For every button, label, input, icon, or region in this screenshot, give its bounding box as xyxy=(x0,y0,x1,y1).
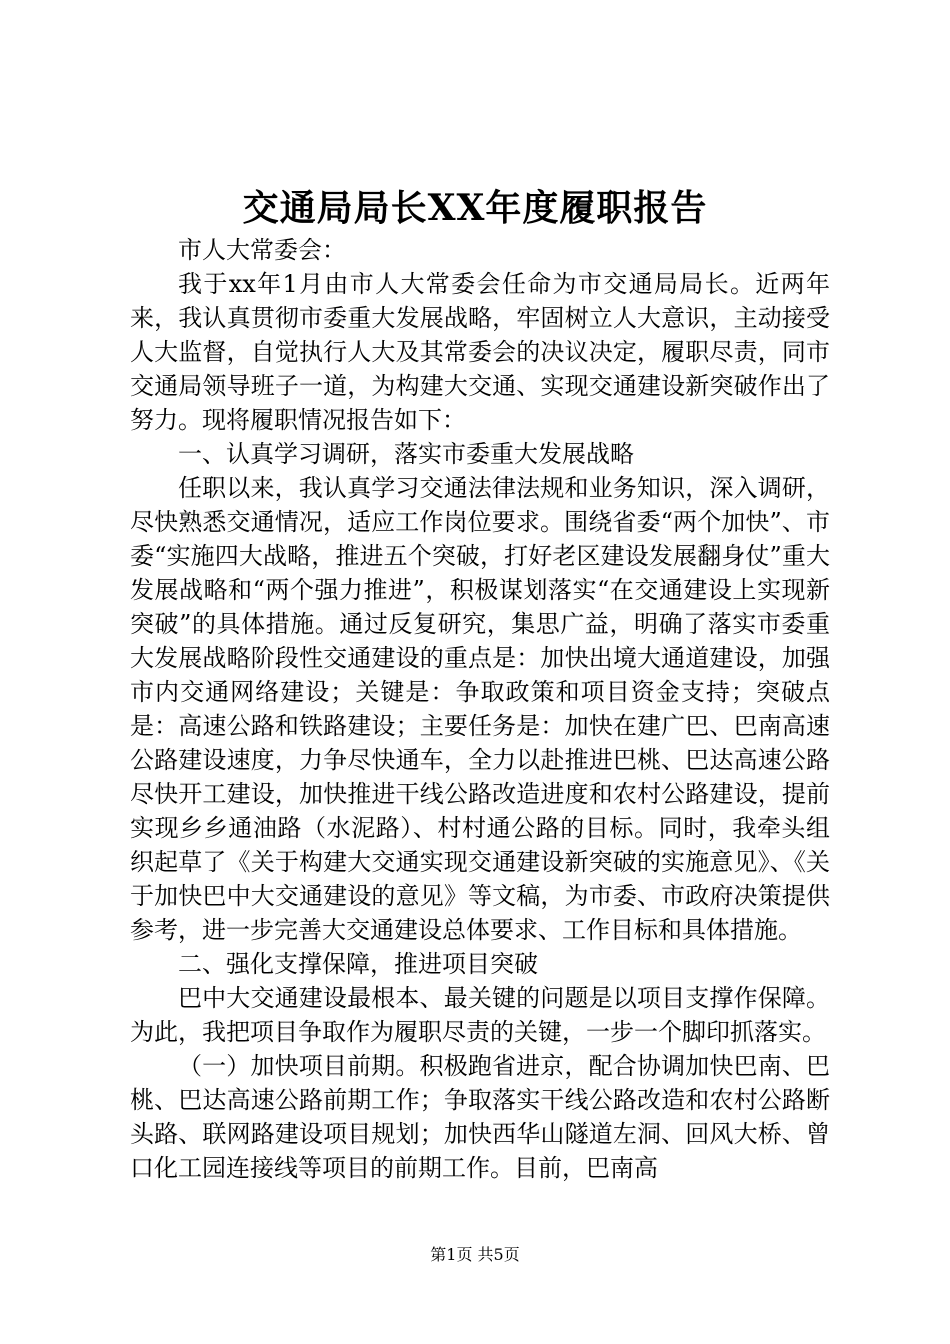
body-paragraph: 任职以来，我认真学习交通法律法规和业务知识，深入调研，尽快熟悉交通情况，适应工作岗位要求。围绕省委“两个加快”、市委“实施四大战略，推进五个突破，打好老区建设发展翻身仗”重大发展战略和“两个强力推进”，积极谋划落实“在交通建设上实现新突破”的具体措施。通过反复研究，集思广益，明确了落实市委重大发展战略阶段性交通建设的重点是：加快出境大通道建设，加强市内交通网络建设；关键是：争取政策和项目资金支持；突破点是：高速公路和铁路建设；主要任务是：加快在建广巴、巴南高速公路建设速度，力争尽快通车，全力以赴推进巴桃、巴达高速公路尽快开工建设，加快推进干线公路改造进度和农村公路建设，提前实现乡乡通油路（水泥路）、村村通公路的目标。同时，我牵头组织起草了《关于构建大交通实现交通建设新突破的实施意见》、《关于加快巴中大交通建设的意见》等文稿，为市委、市政府决策提供参考，进一步完善大交通建设总体要求、工作目标和具体措施。 xyxy=(130,474,830,944)
document-body xyxy=(130,233,830,1185)
intro-paragraph: 我于xx年1月由市人大常委会任命为市交通局局长。近两年来，我认真贯彻市委重大发展战略，牢固树立人大意识，主动接受人大监督，自觉执行人大及其常委会的决议决定，履职尽责，同市交通局领导班子一道，为构建大交通、实现交通建设新突破作出了努力。现将履职情况报告如下： xyxy=(130,270,830,434)
page-footer: 第1页 共5页 xyxy=(430,1245,520,1264)
body-paragraph: （一）加快项目前期。积极跑省进京，配合协调加快巴南、巴桃、巴达高速公路前期工作；争取落实干线公路改造和农村公路断头路、联网路建设项目规划；加快西华山隧道左洞、回风大桥、曾口化工园连接线等项目的前期工作。目前，巴南高 xyxy=(130,1052,830,1182)
section-heading-2: 二、强化支撑保障，推进项目突破 xyxy=(178,950,538,978)
body-paragraph: 巴中大交通建设最根本、最关键的问题是以项目支撑作保障。为此，我把项目争取作为履职尽责的关键，一步一个脚印抓落实。 xyxy=(130,984,830,1046)
section-heading-1: 一、认真学习调研，落实市委重大发展战略 xyxy=(178,440,634,468)
document-title: 交通局局长XX年度履职报告 xyxy=(242,187,708,229)
salutation: 市人大常委会： xyxy=(178,236,346,264)
